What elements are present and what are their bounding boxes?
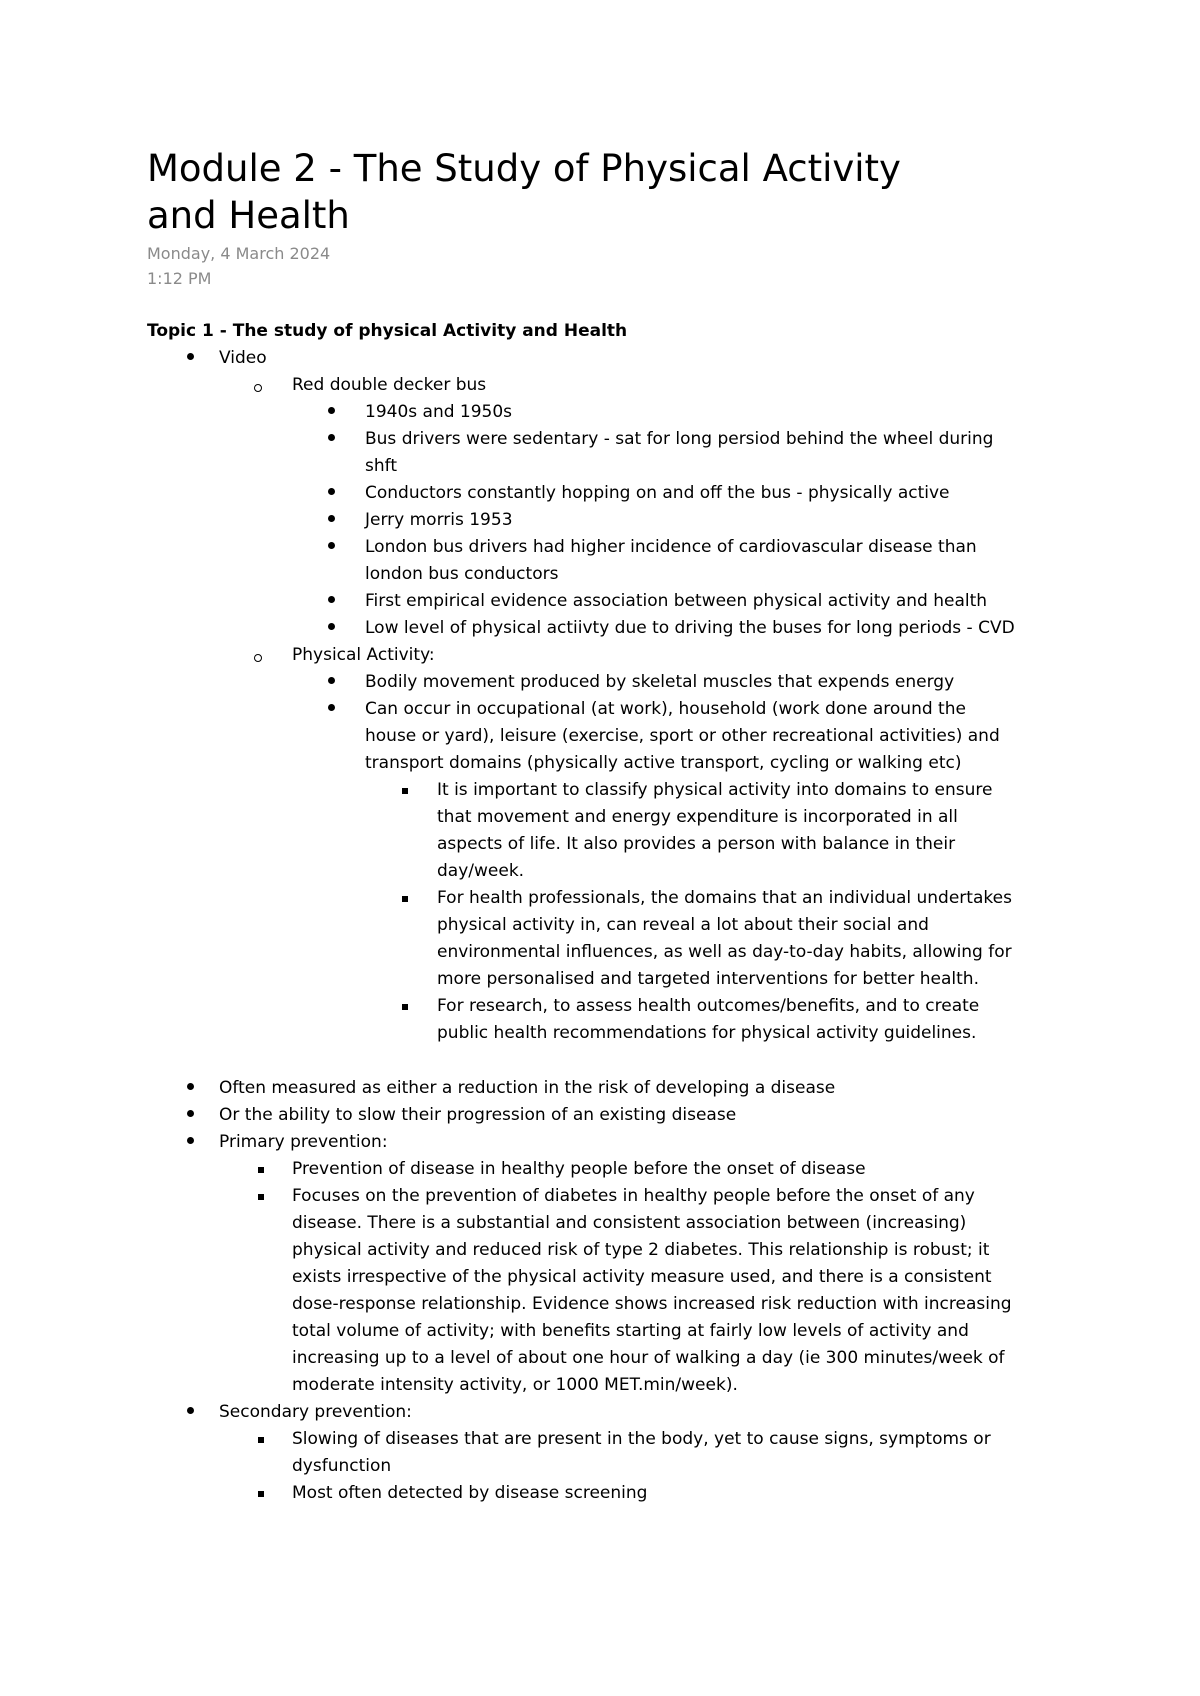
list-item: London bus drivers had higher incidence of cardiovascular disease than: [365, 537, 977, 557]
bullet-dot: [187, 1083, 194, 1090]
list-item-cont: more personalised and targeted interventions for better health.: [437, 969, 979, 989]
list-item: Often measured as either a reduction in the risk of developing a disease: [219, 1078, 836, 1098]
list-item: Conductors constantly hopping on and off the bus - physically active: [365, 483, 950, 503]
list-item-cont: dose-response relationship. Evidence shows increased risk reduction with increasing: [292, 1294, 1012, 1314]
list-item-primary-prevention: Primary prevention:: [219, 1132, 388, 1152]
bullet-dot: [328, 677, 335, 684]
note-time: 1:12 PM: [147, 269, 212, 288]
list-item: Can occur in occupational (at work), household (work done around the: [365, 699, 966, 719]
list-item: Focuses on the prevention of diabetes in healthy people before the onset of any: [292, 1186, 975, 1206]
note-date: Monday, 4 March 2024: [147, 244, 331, 263]
title-line-1: Module 2 - The Study of Physical Activity: [147, 147, 901, 190]
list-item-cont: house or yard), leisure (exercise, sport or other recreational activities) and: [365, 726, 1000, 746]
bullet-dot: [328, 515, 335, 522]
list-item-cont: shft: [365, 456, 397, 476]
list-item: Low level of physical actiivty due to driving the buses for long periods - CVD: [365, 618, 1015, 638]
list-item-cont: public health recommendations for physical activity guidelines.: [437, 1023, 977, 1043]
list-item: For research, to assess health outcomes/benefits, and to create: [437, 996, 980, 1016]
list-item: Bus drivers were sedentary - sat for long persiod behind the wheel during: [365, 429, 994, 449]
list-item-cont: disease. There is a substantial and consistent association between (increasing): [292, 1213, 967, 1233]
list-item-cont: london bus conductors: [365, 564, 559, 584]
list-item-cont: environmental influences, as well as day-to-day habits, allowing for: [437, 942, 1012, 962]
bullet-square: [258, 1194, 264, 1200]
list-item: Or the ability to slow their progression of an existing disease: [219, 1105, 737, 1125]
bullet-ring: [254, 384, 262, 392]
bullet-dot: [328, 542, 335, 549]
list-item: Slowing of diseases that are present in the body, yet to cause signs, symptoms or: [292, 1429, 991, 1449]
bullet-square: [258, 1491, 264, 1497]
list-item-cont: dysfunction: [292, 1456, 392, 1476]
bullet-dot: [187, 353, 194, 360]
topic-heading: Topic 1 - The study of physical Activity and Health: [147, 321, 628, 341]
list-item-cont: physical activity and reduced risk of type 2 diabetes. This relationship is robust; it: [292, 1240, 990, 1260]
bullet-square: [402, 896, 408, 902]
list-item-cont: transport domains (physically active transport, cycling or walking etc): [365, 753, 962, 773]
list-item-video: Video: [219, 348, 267, 368]
bullet-dot: [328, 407, 335, 414]
bullet-dot: [328, 488, 335, 495]
bullet-square: [402, 788, 408, 794]
list-item-cont: moderate intensity activity, or 1000 MET.min/week).: [292, 1375, 738, 1395]
bullet-square: [402, 1004, 408, 1010]
bullet-dot: [328, 434, 335, 441]
list-item: Jerry morris 1953: [365, 510, 513, 530]
list-item-physical-activity: Physical Activity:: [292, 645, 435, 665]
list-item: 1940s and 1950s: [365, 402, 513, 422]
list-item-cont: increasing up to a level of about one hour of walking a day (ie 300 minutes/week of: [292, 1348, 1005, 1368]
list-item-cont: day/week.: [437, 861, 525, 881]
list-item-bus: Red double decker bus: [292, 375, 487, 395]
list-item: First empirical evidence association between physical activity and health: [365, 591, 988, 611]
list-item-cont: total volume of activity; with benefits starting at fairly low levels of activity and: [292, 1321, 969, 1341]
bullet-dot: [328, 623, 335, 630]
list-item-cont: exists irrespective of the physical activity measure used, and there is a consistent: [292, 1267, 992, 1287]
list-item-cont: physical activity in, can reveal a lot about their social and: [437, 915, 929, 935]
list-item-secondary-prevention: Secondary prevention:: [219, 1402, 412, 1422]
list-item: It is important to classify physical activity into domains to ensure: [437, 780, 993, 800]
bullet-dot: [187, 1407, 194, 1414]
list-item: Prevention of disease in healthy people before the onset of disease: [292, 1159, 866, 1179]
bullet-ring: [254, 654, 262, 662]
list-item-cont: aspects of life. It also provides a person with balance in their: [437, 834, 956, 854]
bullet-dot: [328, 704, 335, 711]
page-title: [147, 145, 1147, 239]
bullet-square: [258, 1167, 264, 1173]
list-item-cont: that movement and energy expenditure is incorporated in all: [437, 807, 958, 827]
list-item: Most often detected by disease screening: [292, 1483, 648, 1503]
bullet-square: [258, 1437, 264, 1443]
bullet-dot: [187, 1110, 194, 1117]
bullet-dot: [187, 1137, 194, 1144]
bullet-dot: [328, 596, 335, 603]
list-item: For health professionals, the domains that an individual undertakes: [437, 888, 1012, 908]
list-item: Bodily movement produced by skeletal muscles that expends energy: [365, 672, 955, 692]
title-line-2: and Health: [147, 194, 350, 237]
